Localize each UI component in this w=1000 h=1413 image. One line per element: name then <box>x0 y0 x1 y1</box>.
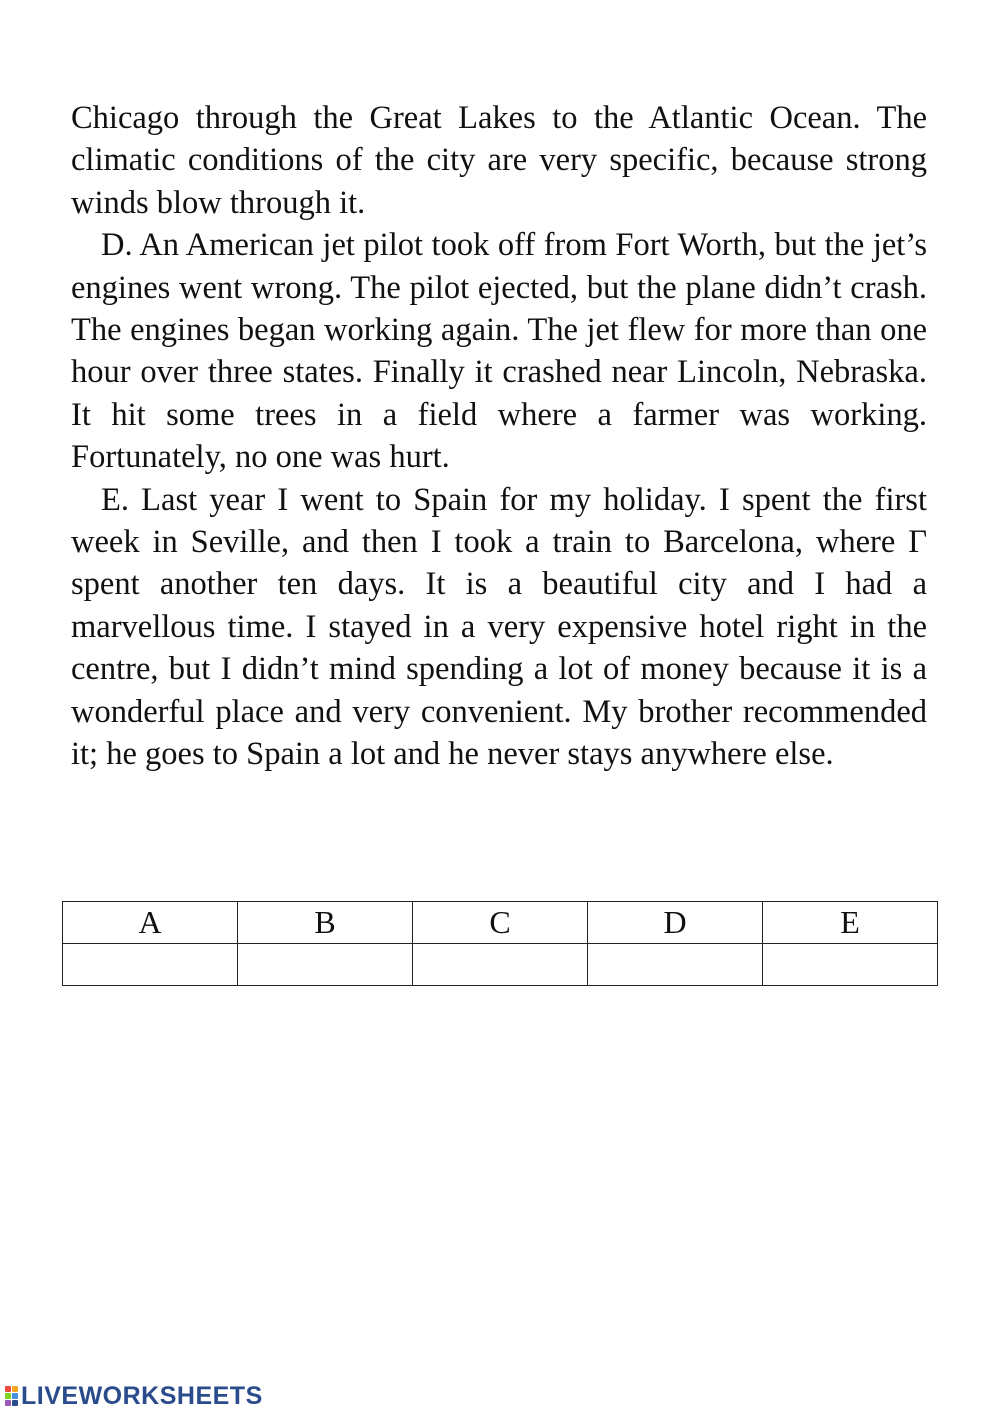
worksheet-text <box>71 97 927 776</box>
answer-cell-a[interactable] <box>63 944 238 986</box>
answer-table <box>62 901 938 986</box>
answer-cell-e[interactable] <box>763 944 938 986</box>
logo-square <box>5 1393 11 1399</box>
logo-square <box>5 1386 11 1392</box>
answer-header-d: D <box>588 902 763 944</box>
logo-square <box>5 1400 11 1406</box>
answer-cell-d[interactable] <box>588 944 763 986</box>
paragraph-e: E. Last year I went to Spain for my holiday. I spent the first week in Seville, and then I took a train to Barcelona, where Г spent another ten days. It is a beautiful city and I had a marvellous time. I stayed in a very expensive hotel right in the centre, but I didn’t mind spending a lot of money because it is a wonderful place and very convenient. My brother recommended it; he goes to Spain a lot and he never stays anywhere else. <box>71 481 927 773</box>
answer-header-e: E <box>763 902 938 944</box>
logo-square <box>12 1400 18 1406</box>
logo-text: LIVEWORKSHEETS <box>21 1381 263 1410</box>
answer-table-header-row <box>63 902 938 944</box>
answer-cell-c[interactable] <box>413 944 588 986</box>
logo-square <box>12 1386 18 1392</box>
answer-table-input-row <box>63 944 938 986</box>
footer-logo <box>5 1380 263 1412</box>
answer-header-c: C <box>413 902 588 944</box>
paragraph-continuation: Chicago through the Great Lakes to the Atlantic Ocean. The climatic conditions of the city are very specific, because strong winds blow through it. <box>71 100 927 221</box>
answer-header-a: A <box>63 902 238 944</box>
answer-cell-b[interactable] <box>238 944 413 986</box>
answer-header-b: B <box>238 902 413 944</box>
liveworksheets-logo-icon <box>5 1386 18 1406</box>
logo-square <box>12 1393 18 1399</box>
paragraph-d: D. An American jet pilot took off from Fort Worth, but the jet’s engines went wrong. The pilot ejected, but the plane didn’t crash. The engines began working again. The jet flew for more than one hour over three states. Finally it crashed near Lincoln, Nebraska. It hit some trees in a field where a farmer was working. Fortunately, no one was hurt. <box>71 227 927 476</box>
